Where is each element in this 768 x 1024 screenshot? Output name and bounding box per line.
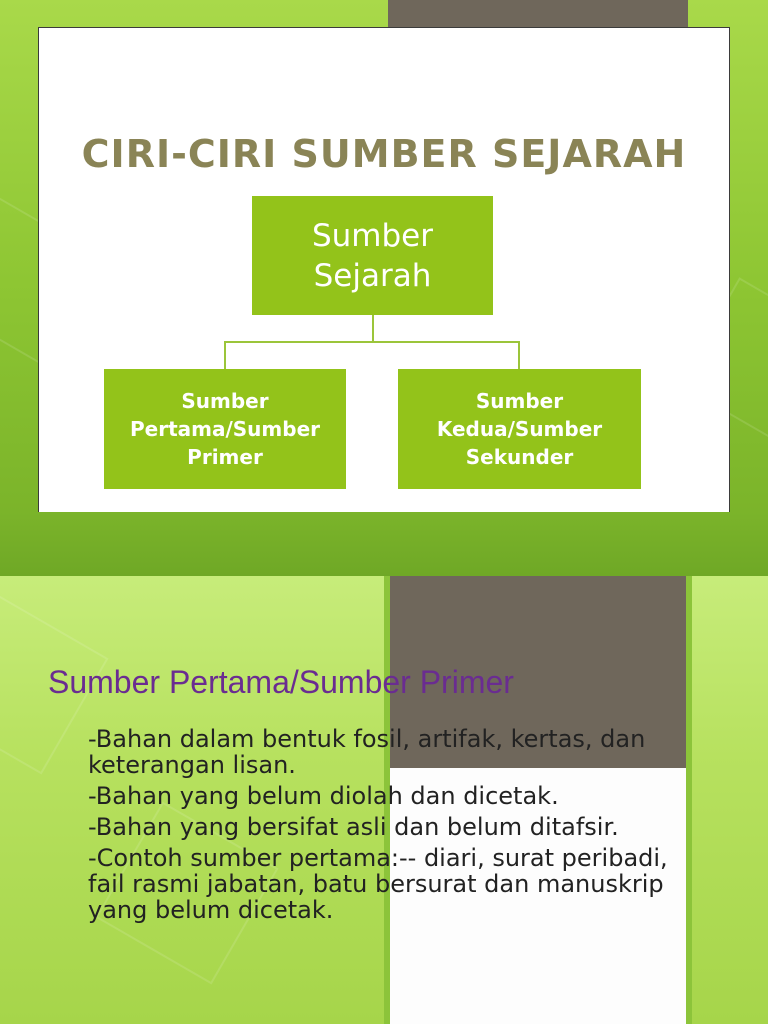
connector-line	[224, 341, 520, 343]
child-node-secondary: Sumber Kedua/Sumber Sekunder	[398, 369, 641, 489]
bullet-item: -Contoh sumber pertama:-- diari, surat peribadi, fail rasmi jabatan, batu bersurat dan manuskrip yang belum dicetak.	[88, 844, 668, 924]
bullet-item: -Bahan dalam bentuk fosil, artifak, kertas, dan keterangan lisan.	[88, 725, 646, 779]
root-node: Sumber Sejarah	[252, 196, 493, 315]
slide-title: CIRI-CIRI SUMBER SEJARAH	[81, 132, 687, 176]
bullet-item: -Bahan yang bersifat asli dan belum ditafsir.	[88, 813, 619, 841]
vertical-stripe	[686, 576, 692, 1024]
slide-2	[0, 576, 768, 1024]
connector-line	[224, 341, 226, 369]
bullet-item: -Bahan yang belum diolah dan dicetak.	[88, 782, 559, 810]
connector-line	[372, 315, 374, 341]
slide-heading: Sumber Pertama/Sumber Primer	[48, 664, 514, 700]
connector-line	[518, 341, 520, 369]
slide-separator	[0, 512, 768, 576]
child-node-primary: Sumber Pertama/Sumber Primer	[104, 369, 346, 489]
bullet-list	[88, 726, 668, 928]
